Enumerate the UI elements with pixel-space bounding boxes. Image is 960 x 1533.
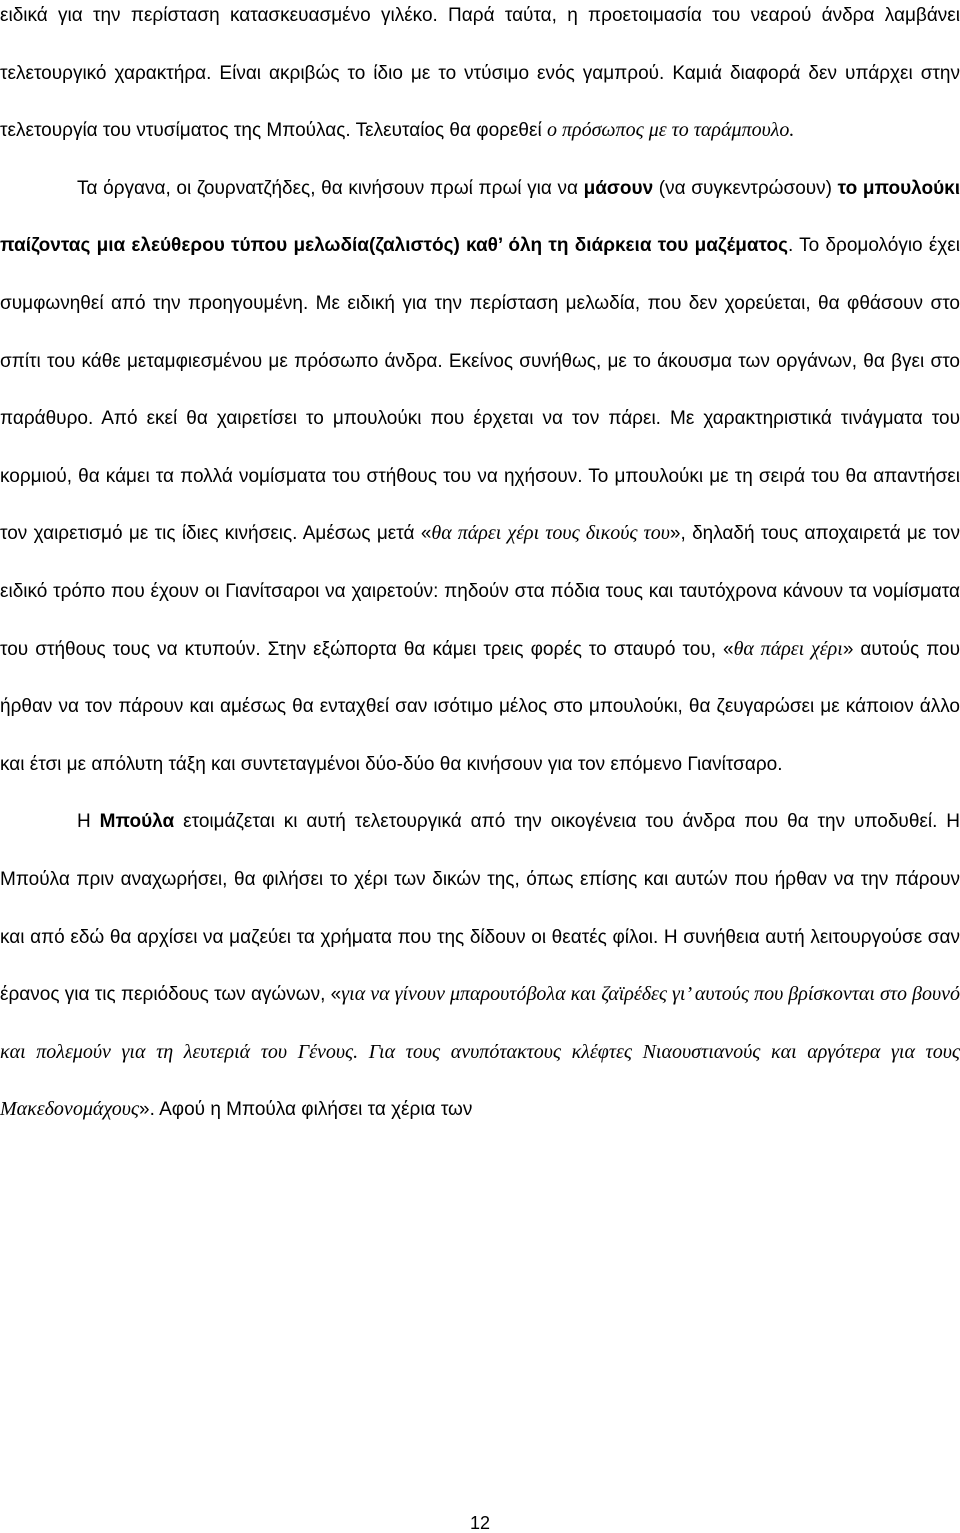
italic-text-segment: ο πρόσωπος με το ταράμπουλο.	[546, 119, 795, 142]
text-segment: ειδικά για την περίσταση κατασκευασμένο γιλέκο. Παρά ταύτα, η προετοιμασία του νεαρού άνδρα λαμβάνει τελετουργικό χαρακτήρα. Είναι ακριβώς το ίδιο με το ντύσιμο ενός γαμπρού. Καμιά διαφορά δεν υπάρχει στην τελετουργία του ντυσίματος της Μπούλας. Τελευταίος θα φορεθεί	[0, 5, 960, 142]
paragraph-1	[0, 0, 960, 160]
italic-text-segment: θα πάρει χέρι	[733, 637, 843, 660]
bold-text-segment: Μπούλα	[99, 811, 175, 833]
text-segment: » αυτούς που ήρθαν να τον πάρουν και αμέσως θα ενταχθεί σαν ισότιμο μέλος στο μπουλούκι, θα ζευγαρώσει με κάποιον άλλο και έτσι με απόλυτη τάξη και συντεταγμένοι δύο-δύο θα κινήσουν για τον επόμενο Γιανίτσαρο.	[0, 638, 960, 775]
text-segment: Τα όργανα, οι ζουρνατζήδες, θα κινήσουν πρωί πρωί για να	[77, 177, 584, 199]
italic-text-segment: για να γίνουν μπαρουτόβολα και ζαϊρέδες γι’ αυτούς που βρίσκονται στο βουνό και πολεμούν για τη λευτεριά του Γένους. Για τους ανυπότακτους κλέφτες Νιαουστιανούς και αργότερα για τους Μακεδονομάχους	[0, 983, 960, 1121]
page-number: 12	[469, 1513, 491, 1533]
text-segment: Η	[77, 811, 100, 833]
bold-text-segment: μάσουν	[583, 177, 654, 199]
paragraph-2	[0, 160, 960, 794]
text-segment: ». Αφού η Μπούλα φιλήσει τα χέρια των	[139, 1099, 473, 1121]
text-segment: (να συγκεντρώσουν)	[653, 177, 838, 199]
paragraph-3	[0, 793, 960, 1139]
text-segment: . Το δρομολόγιο έχει συμφωνηθεί από την προηγουμένη. Με ειδική για την περίσταση μελωδία, που δεν χορεύεται, θα φθάσουν στο σπίτι του κάθε μεταμφιεσμένου με πρόσωπο άνδρα. Εκείνος συνήθως, με το άκουσμα των οργάνων, θα βγει στο παράθυρο. Από εκεί θα χαιρετίσει το μπουλούκι που έρχεται να τον πάρει. Με χαρακτηριστικά τινάγματα του κορμιού, θα κάμει τα πολλά νομίσματα του στήθους του να ηχήσουν. Το μπουλούκι με τη σειρά του θα απαντήσει τον χαιρετισμό με τις ίδιες κινήσεις. Αμέσως μετά «	[0, 235, 960, 545]
italic-text-segment: θα πάρει χέρι τους δικούς του	[431, 522, 670, 545]
text-segment: ετοιμάζεται κι αυτή τελετουργικά από την οικογένεια του άνδρα που θα την υποδυθεί. Η Μπούλα πριν αναχωρήσει, θα φιλήσει το χέρι των δικών της, όπως επίσης και αυτών που ήρθαν να την πάρουν και από εδώ θα αρχίσει να μαζεύει τα χρήματα που της δίδουν οι θεατές φίλοι. Η συνήθεια αυτή λειτουργούσε σαν έρανος για τις περιόδους των αγώνων, «	[0, 811, 960, 1006]
bold-text-segment: το μπουλούκι παίζοντας μια ελεύθερου τύπου μελωδία(ζαλιστός) καθ’ όλη τη διάρκεια του μαζέματος	[0, 177, 960, 257]
text-segment: », δηλαδή τους αποχαιρετά με τον ειδικό τρόπο που έχουν οι Γιανίτσαροι να χαιρετούν: πηδούν στα πόδια τους και ταυτόχρονα κάνουν τα νομίσματα του στήθους τους να κτυπούν. Στην εξώπορτα θα κάμει τρεις φορές το σταυρό του, «	[0, 523, 960, 660]
